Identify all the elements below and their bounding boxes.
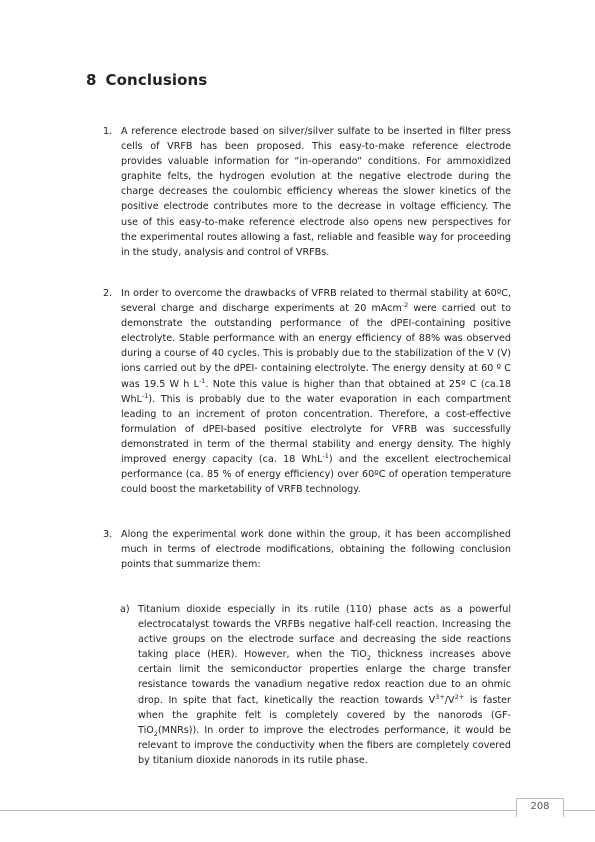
conclusion-subitem-a [120,602,511,768]
subitem-label: a) [120,604,130,615]
subitem-text: Titanium dioxide especially in its rutile (110) phase acts as a powerful electrocatalyst towards the VRFBs negative half-cell reaction. Increasing the active groups on the electrode surface and decreasing the side reactions taking place (HER). However, when the TiO$_2$ thickness increases above certain limit the semiconductor properties enlarge the charge transfer resistance towards the vanadium negative redox reaction due to an ohmic drop. In spite that fact, kinetically the reaction towards $V^{3+}/V^{2+}$ is faster when the graphite felt is completely covered by the nanorods (GF-TiO$_2$(MNRs)). In order to improve the electrodes performance, it would be relevant to improve the conductivity when the fibers are completely covered by titanium dioxide nanorods in its rutile phase. [138,604,511,766]
conclusion-item-2 [103,286,511,497]
conclusion-item-1 [103,124,511,260]
page-number: 208 [530,801,550,812]
section-heading [86,71,207,89]
item-number: 3. [103,529,113,540]
item-text: Along the experimental work done within the group, it has been accomplished much in terms of electrode modifications, obtaining the following conclusion points that summarize them: [121,529,511,571]
footer-rule [0,810,595,811]
section-number: 8 [86,71,97,89]
item-text: In order to overcome the drawbacks of VFRB related to thermal stability at 60ºC, several charge and discharge experiments at 20 mAcm$^{-2}$ were carried out to demonstrate the outstanding performance of the dPEI-containing positive electrolyte. Stable performance with an energy efficiency of 88% was observed during a course of 40 cycles. This is probably due to the stabilization of the V (V) ions carried out by the dPEI- containing electrolyte. The energy density at 60 º C was 19.5 W h $L^{-1}$. Note this value is higher than that obtained at 25º C (ca.18 WhL$^{-1}$). This is probably due to the water evaporation in each compartment leading to an increment of proton concentration. Therefore, a cost-effective formulation of dPEI-based positive electrolyte for VFRB was successfully demonstrated in term of the thermal stability and energy density. The highly improved energy capacity (ca. 18 WhL$^{-1}$) and the excellent electrochemical performance (ca. 85 % of energy efficiency) over 60ºC of operation temperature could boost the marketability of VRFB technology. [121,288,511,496]
conclusion-item-3 [103,527,511,572]
item-number: 1. [103,126,113,137]
item-text: A reference electrode based on silver/silver sulfate to be inserted in filter press cells of VRFB has been proposed. This easy-to-make reference electrode provides valuable information for “in-operando” conditions. For ammoxidized graphite felts, the hydrogen evolution at the negative electrode during the charge decreases the coulombic efficiency whereas the slower kinetics of the positive electrode contributes more to the decrease in voltage efficiency. The use of this easy-to-make reference electrode also opens new perspectives for the experimental routes allowing a fast, reliable and feasible way for proceeding in the study, analysis and control of VRFBs. [121,126,511,258]
section-title: Conclusions [105,71,208,89]
item-number: 2. [103,288,113,299]
